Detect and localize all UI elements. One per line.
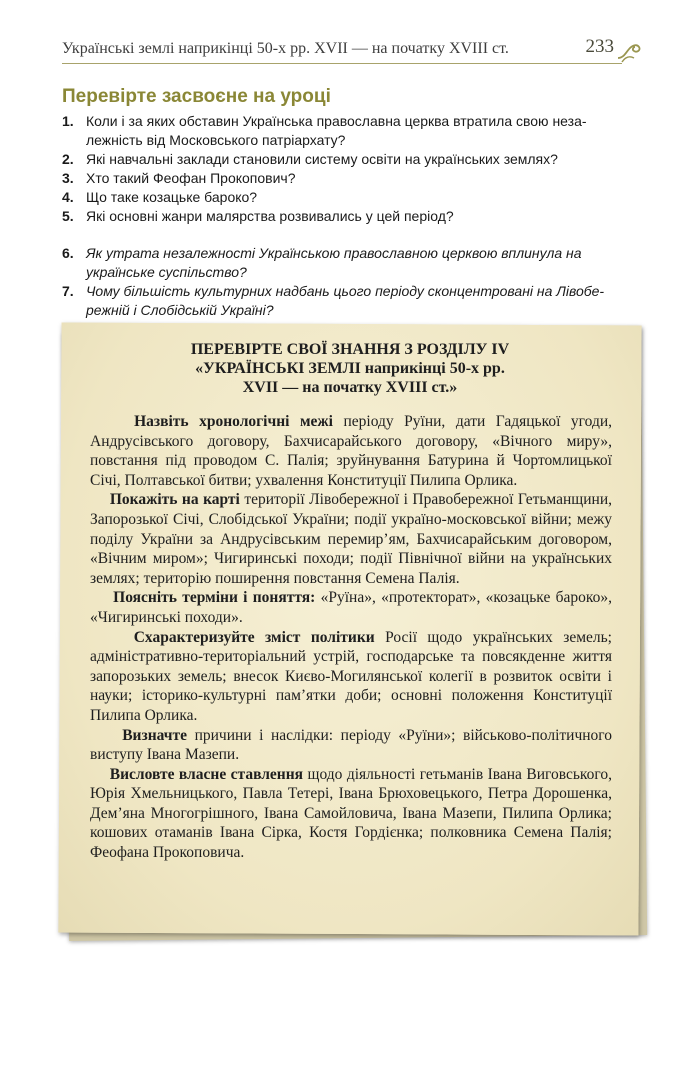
- question-number: 3.: [62, 170, 74, 186]
- section-heading: Перевірте засвоєне на уроці: [62, 86, 331, 107]
- running-header: [62, 38, 642, 66]
- task-lead: Назвіть хронологічні межі: [134, 413, 333, 430]
- question-text: Як утрата незалежності Українською православною церквою вплинула на: [86, 245, 582, 261]
- chapter-check-title-line: ПЕРЕВІРТЕ СВОЇ ЗНАННЯ З РОЗДІЛУ IV: [190, 341, 510, 358]
- task-text: періоду Руїни, дати Гадяцької угоди, Андрусівського договору, Бахчисарайського договору, «Вічного миру», повстання під проводом С. Палія; зруйнування Батурина й Чортомлицької Січі, Полтавської битви; ухвалення Конституції Пилипа Орлика.: [90, 413, 613, 489]
- question-text: Які навчальні заклади становили систему освіти на українських землях?: [86, 151, 558, 167]
- task-text: території Лівобережної і Правобережної Гетьманщини, Запорозької Січі, Слобідської України; події україно-московської війни; межу поділу України за Андрусівським перемир’ям, Бахчисарайським договором, «Вічним миром»; Чигиринські походи; події Північної війни на українських землях; територію поширення повстання Семена Палія.: [90, 491, 612, 587]
- task-paragraph: [90, 588, 612, 627]
- task-lead: Визначте: [122, 726, 188, 744]
- task-text: «Руїна», «протекторат», «козацьке бароко», «Чигиринські походи».: [90, 589, 612, 626]
- question-text: Що таке козацьке бароко?: [86, 189, 258, 205]
- question-number: 1.: [62, 113, 74, 129]
- chapter-check-tasks: [90, 412, 612, 863]
- question-text: Які основні жанри малярства розвивались у цей період?: [86, 208, 454, 224]
- chapter-check-title-line: «УКРАЇНСЬКІ ЗЕМЛІ наприкінці 50-х рр.: [195, 360, 505, 377]
- question-item: [62, 207, 662, 226]
- chapter-check-title-line: XVII — на початку XVIII ст.»: [242, 379, 458, 396]
- task-paragraph: [90, 765, 612, 863]
- review-questions-list: [62, 112, 662, 320]
- question-text: Коли і за яких обставин Українська православна церква втратила свою неза-: [86, 113, 587, 129]
- question-number: 5.: [62, 208, 74, 224]
- question-spacer: [62, 226, 662, 244]
- flourish-ornament-icon: [616, 38, 642, 64]
- question-number: 4.: [62, 189, 74, 205]
- question-item: [62, 244, 662, 282]
- task-text: Росії щодо українських земель; адміністративно-територіальний устрій, господарське та повсякденне життя запорозьких земель; внесок Києво-Могилянської колегії в розвиток освіти і науки; історико-культурні пам’ятки доби; основні положення Конституції Пилипа Орлика.: [90, 628, 612, 724]
- question-number: 2.: [62, 151, 74, 167]
- question-item: [62, 169, 662, 188]
- task-lead: Покажіть на карті: [109, 491, 240, 509]
- header-rule: [62, 63, 622, 64]
- task-text: щодо діяльності гетьманів Івана Виговського, Юрія Хмельницького, Павла Тетері, Івана Брюховецького, Петра Дорошенка, Дем’яна Многогрішного, Івана Самойловича, Івана Мазепи, Пилипа Орлика; кошових отаманів Івана Сірка, Костя Гордієнка; полковника Семена Палія; Феофана Прокоповича.: [90, 765, 612, 862]
- question-text: Хто такий Феофан Прокопович?: [86, 170, 296, 186]
- question-text: Чому більшість культурних надбань цього періоду сконцентровані на Лівобе-: [86, 283, 605, 299]
- question-number: 7.: [62, 283, 74, 299]
- task-lead: Висловте власне ставлення: [109, 765, 304, 783]
- question-item: [62, 150, 662, 169]
- question-number: 6.: [62, 245, 74, 261]
- chapter-check-title: [60, 340, 640, 397]
- question-item: [62, 282, 662, 320]
- question-item: [62, 112, 662, 150]
- task-lead: Схарактеризуйте зміст політики: [133, 628, 375, 646]
- question-item: [62, 188, 662, 207]
- question-text-continued: лежність від Московського патріархату?: [86, 132, 346, 148]
- task-paragraph: [90, 490, 612, 588]
- task-lead: Поясніть терміни і поняття:: [113, 589, 316, 607]
- question-text-continued: українське суспільство?: [86, 264, 247, 280]
- task-paragraph: [90, 628, 612, 726]
- question-text-continued: режній і Слобідській Україні?: [86, 302, 274, 318]
- task-text: причини і наслідки: періоду «Руїни»; військово-політичного виступу Івана Мазепи.: [90, 726, 613, 764]
- task-paragraph: [90, 726, 612, 765]
- running-title: Українські землі наприкінці 50-х рр. XVII — на початку XVIII ст.: [62, 40, 509, 57]
- page-number: 233: [585, 36, 614, 57]
- task-paragraph: [90, 412, 612, 490]
